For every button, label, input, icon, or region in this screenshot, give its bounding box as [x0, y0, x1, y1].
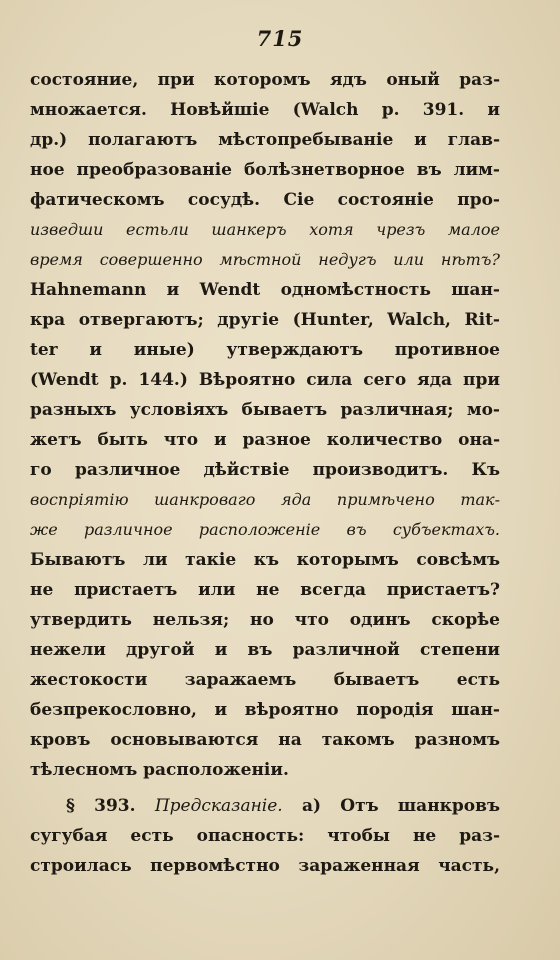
text-line: кра отвергаютъ; другіе (Hunter, Walch, Rit- [30, 310, 500, 330]
text-line: строилась первомѣстно зараженная часть, [30, 856, 500, 876]
text-line-italic: изведши естьли шанкеръ хотя чрезъ малое [30, 220, 500, 239]
text-line: безпрекословно, и вѣроятно породія шан- [30, 700, 500, 720]
text-line: др.) полагаютъ мѣстопребываніе и глав- [30, 130, 500, 150]
text-line: Hahnemann и Wendt одномѣстность шан- [30, 280, 500, 300]
section-number: § 393. [66, 796, 136, 816]
text-line: Бываютъ ли такіе къ которымъ совсѣмъ [30, 550, 500, 570]
text-line: разныхъ условіяхъ бываетъ различная; мо- [30, 400, 500, 420]
text-line: множается. Новѣйшіе (Walch p. 391. и [30, 100, 500, 120]
text-line: го различное дѣйствіе производитъ. Къ [30, 460, 500, 480]
text-line: утвердить нельзя; но что одинъ скорѣе [30, 610, 500, 630]
text-line-italic: время совершенно мѣстной недугъ или нѣтъ? [30, 250, 500, 269]
section-first-line-rest: а) Отъ шанкровъ [301, 796, 500, 816]
text-line: не пристаетъ или не всегда пристаетъ? [30, 580, 500, 600]
text-line-italic: воспріятію шанкроваго яда примѣчено так- [30, 490, 500, 509]
text-line: ное преобразованіе болѣзнетворное въ лим- [30, 160, 500, 180]
page-number: 715 [256, 26, 304, 51]
text-line: нежели другой и въ различной степени [30, 640, 500, 660]
section-heading: Предсказаніе. [154, 796, 283, 816]
text-line: состояние, при которомъ ядъ оный раз- [30, 70, 500, 90]
text-line: кровъ основываются на такомъ разномъ [30, 730, 500, 750]
text-line-italic: же различное расположеніе въ субъектахъ. [30, 520, 500, 539]
text-line: жетъ быть что и разное количество она- [30, 430, 500, 450]
section-heading-line [30, 791, 500, 821]
text-line: (Wendt p. 144.) Вѣроятно сила сего яда при [30, 370, 500, 390]
text-line: жестокости заражаемъ бываетъ есть [30, 670, 500, 690]
text-line: тѣлесномъ расположеніи. [30, 760, 289, 780]
body-text [30, 65, 500, 881]
text-line: ter и иные) утверждаютъ противное [30, 340, 500, 360]
text-line: фатическомъ сосудѣ. Сіе состояніе про- [30, 190, 500, 210]
text-line: сугубая есть опасность: чтобы не раз- [30, 826, 500, 846]
